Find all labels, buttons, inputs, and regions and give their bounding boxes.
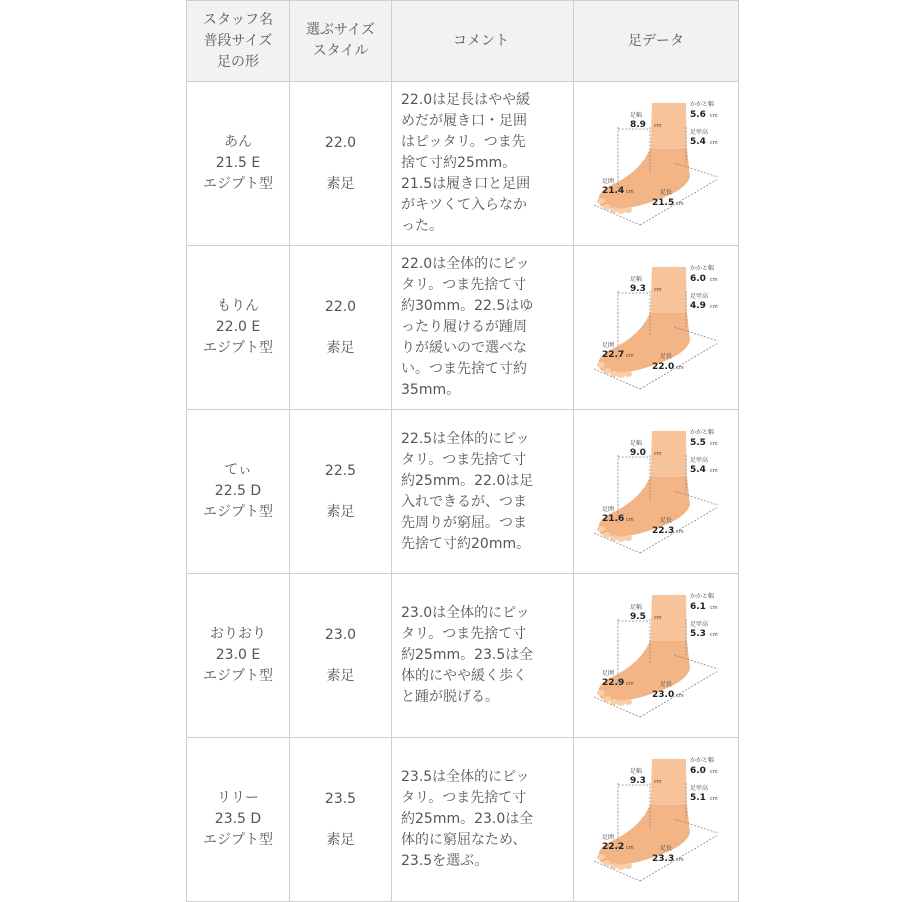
foot-shape: エジプト型 [203, 340, 273, 356]
heel-value: 5.5 [690, 437, 706, 448]
toe-shape [624, 699, 632, 705]
comment-cell [392, 738, 574, 902]
staff-name: あん [224, 134, 252, 150]
girth-unit: cm [626, 188, 634, 195]
girth-label: 足囲 [602, 341, 615, 349]
width-unit: cm [654, 122, 662, 129]
girth-unit: cm [626, 516, 634, 523]
comment-cell [392, 246, 574, 410]
instep-value: 5.4 [690, 464, 706, 475]
heel-unit: cm [710, 440, 718, 447]
usual-size: 23.5 D [214, 811, 262, 827]
girth-unit: cm [626, 680, 634, 687]
heel-unit: cm [710, 276, 718, 283]
width-unit: cm [654, 450, 662, 457]
comment-line: 23.5を選ぶ。 [401, 853, 489, 869]
instep-label: 足甲高 [690, 784, 709, 792]
instep-unit: cm [710, 631, 718, 638]
header-staff-line: スタッフ名 [203, 11, 273, 28]
heel-label: かかと幅 [690, 264, 715, 272]
header-comment [392, 1, 574, 82]
heel-value: 6.0 [690, 765, 706, 776]
comment-line: 22.0は足長はやや緩 [401, 92, 531, 108]
length-value: 22.3 [652, 525, 675, 536]
comment-line: と踵が脱げる。 [401, 689, 499, 705]
comment-line: 22.0は全体的にピッ [401, 256, 530, 272]
comment-cell [392, 410, 574, 574]
comment-line: 捨て寸約25mm。 [401, 155, 517, 171]
comment-line: 先捨て寸約20mm。 [401, 535, 531, 552]
chosen-size: 22.0 [324, 298, 357, 315]
staff-cell [187, 82, 290, 246]
length-value: 21.5 [652, 197, 675, 208]
style-text: 素足 [326, 503, 355, 520]
size-cell [290, 738, 392, 902]
width-unit: cm [654, 614, 662, 621]
size-cell [290, 246, 392, 410]
comment-line: 約25mm。22.0は足 [401, 472, 534, 489]
style-text: 素足 [326, 667, 355, 684]
instep-value: 4.9 [690, 300, 706, 311]
width-value: 9.5 [630, 611, 646, 622]
comment-line: 21.5は履き口と足囲 [401, 176, 531, 192]
chosen-size: 23.5 [324, 790, 357, 807]
foot-shape: エジプト型 [203, 832, 273, 848]
foot-shape: エジプト型 [203, 504, 273, 520]
heel-value: 5.6 [690, 109, 706, 120]
width-value: 9.3 [630, 283, 646, 294]
header-size-line: スタイル [312, 43, 369, 59]
staff-size-table [186, 0, 739, 902]
foot-shape: エジプト型 [203, 668, 273, 684]
comment-line: タリ。つま先捨て寸 [401, 277, 527, 293]
staff-cell [187, 410, 290, 574]
instep-unit: cm [710, 139, 718, 146]
toe-shape [617, 208, 625, 214]
length-label: 足長 [660, 352, 673, 360]
width-value: 9.3 [630, 775, 646, 786]
comment-line: タリ。つま先捨て寸 [401, 451, 527, 468]
comment-line: 先周りが窮屈。つま [401, 514, 527, 531]
length-label: 足長 [660, 188, 673, 196]
instep-value: 5.4 [690, 136, 706, 147]
size-table-container [186, 0, 718, 902]
length-unit: cm [676, 528, 684, 535]
size-cell [290, 82, 392, 246]
girth-value: 22.2 [602, 841, 625, 852]
table-row [187, 82, 739, 246]
usual-size: 21.5 E [215, 155, 261, 171]
length-value: 23.0 [652, 689, 675, 700]
table-row [187, 246, 739, 410]
heel-unit: cm [710, 112, 718, 119]
table-row [187, 738, 739, 902]
toe-shape [597, 526, 605, 532]
toe-shape [597, 854, 605, 860]
girth-value: 21.6 [602, 513, 625, 524]
comment-line: 体的に窮屈なため、 [401, 832, 527, 848]
toe-shape [597, 690, 605, 696]
length-unit: cm [676, 364, 684, 371]
table-header-row [187, 1, 739, 82]
heel-label: かかと幅 [690, 592, 715, 600]
width-label: 足幅 [630, 111, 643, 119]
foot-diagram [590, 425, 722, 555]
style-text: 素足 [326, 831, 355, 848]
foot-diagram [590, 589, 722, 719]
instep-unit: cm [710, 303, 718, 310]
toe-shape [624, 207, 632, 213]
width-label: 足幅 [630, 603, 643, 611]
width-unit: cm [654, 778, 662, 785]
style-text: 素足 [326, 339, 355, 356]
girth-value: 22.9 [602, 677, 625, 688]
staff-cell [187, 738, 290, 902]
staff-cell [187, 574, 290, 738]
comment-line: ったり履けるが踵周 [401, 319, 527, 335]
toe-shape [617, 536, 625, 542]
staff-name: リリー [217, 790, 259, 806]
instep-label: 足甲高 [690, 456, 709, 464]
heel-unit: cm [710, 604, 718, 611]
foot-data-cell [574, 246, 739, 410]
length-unit: cm [676, 692, 684, 699]
toe-shape [617, 372, 625, 378]
foot-diagram [590, 261, 722, 391]
instep-unit: cm [710, 467, 718, 474]
comment-line: 23.5は全体的にピッ [401, 769, 530, 785]
size-cell [290, 574, 392, 738]
girth-label: 足囲 [602, 505, 615, 513]
length-value: 23.3 [652, 853, 675, 864]
usual-size: 22.5 D [214, 483, 262, 499]
foot-data-cell [574, 82, 739, 246]
comment-line: 入れできるが、つま [401, 493, 527, 510]
heel-label: かかと幅 [690, 428, 715, 436]
heel-value: 6.0 [690, 273, 706, 284]
width-unit: cm [654, 286, 662, 293]
comment-cell [392, 574, 574, 738]
header-staff-line: 普段サイズ [203, 32, 273, 49]
size-cell [290, 410, 392, 574]
style-text: 素足 [326, 175, 355, 192]
comment-line: 約25mm。23.5は全 [401, 647, 534, 663]
comment-cell [392, 82, 574, 246]
foot-shape: エジプト型 [203, 176, 273, 192]
chosen-size: 22.0 [324, 134, 357, 151]
girth-value: 21.4 [602, 185, 625, 196]
foot-data-cell [574, 574, 739, 738]
length-unit: cm [676, 200, 684, 207]
comment-line: 23.0は全体的にピッ [401, 605, 530, 621]
toe-shape [597, 198, 605, 204]
toe-shape [624, 371, 632, 377]
comment-line: 体的にやや緩く歩く [401, 668, 527, 684]
staff-name: てぃ [224, 462, 252, 478]
comment-line: 約30mm。22.5はゆ [401, 298, 534, 314]
instep-value: 5.1 [690, 792, 706, 803]
comment-line: タリ。つま先捨て寸 [401, 790, 527, 806]
girth-label: 足囲 [602, 833, 615, 841]
toe-shape [597, 362, 605, 368]
heel-value: 6.1 [690, 601, 706, 612]
foot-diagram [590, 753, 722, 883]
width-label: 足幅 [630, 439, 643, 447]
foot-data-cell [574, 738, 739, 902]
comment-line: い。つま先捨て寸約 [401, 361, 527, 377]
comment-line: りが緩いので選べな [401, 340, 527, 356]
chosen-size: 22.5 [324, 462, 357, 479]
header-foot-data [574, 1, 739, 82]
comment-line: 22.5は全体的にピッ [401, 430, 530, 447]
usual-size: 23.0 E [215, 647, 261, 663]
toe-shape [617, 700, 625, 706]
length-unit: cm [676, 856, 684, 863]
table-row [187, 574, 739, 738]
width-label: 足幅 [630, 275, 643, 283]
toe-shape [624, 863, 632, 869]
header-staff-line: 足の形 [217, 53, 259, 70]
instep-label: 足甲高 [690, 620, 709, 628]
girth-unit: cm [626, 844, 634, 851]
comment-line: 35mm。 [401, 382, 461, 398]
width-value: 9.0 [630, 447, 646, 458]
girth-value: 22.7 [602, 349, 625, 360]
girth-unit: cm [626, 352, 634, 359]
comment-line: めだが履き口・足囲 [401, 113, 527, 129]
staff-name: おりおり [210, 626, 266, 642]
heel-label: かかと幅 [690, 756, 715, 764]
heel-unit: cm [710, 768, 718, 775]
comment-line: がキツくて入らなか [401, 197, 527, 213]
instep-label: 足甲高 [690, 128, 709, 136]
usual-size: 22.0 E [215, 319, 261, 335]
foot-diagram [590, 97, 722, 227]
foot-data-cell [574, 410, 739, 574]
header-size-line: 選ぶサイズ [306, 22, 375, 38]
girth-label: 足囲 [602, 177, 615, 185]
comment-line: はピッタリ。つま先 [401, 134, 526, 150]
instep-label: 足甲高 [690, 292, 709, 300]
comment-line: 約25mm。23.0は全 [401, 811, 534, 827]
width-label: 足幅 [630, 767, 643, 775]
length-label: 足長 [660, 844, 673, 852]
length-label: 足長 [660, 516, 673, 524]
comment-line: タリ。つま先捨て寸 [401, 626, 527, 642]
toe-shape [617, 864, 625, 870]
header-foot-data-line: 足データ [628, 33, 684, 49]
instep-unit: cm [710, 795, 718, 802]
header-size [290, 1, 392, 82]
heel-label: かかと幅 [690, 100, 715, 108]
table-row [187, 410, 739, 574]
staff-name: もりん [217, 298, 259, 314]
staff-cell [187, 246, 290, 410]
header-comment-line: コメント [453, 32, 509, 49]
toe-shape [624, 535, 632, 541]
chosen-size: 23.0 [324, 626, 357, 643]
header-staff [187, 1, 290, 82]
comment-line: った。 [401, 218, 443, 234]
length-value: 22.0 [652, 361, 675, 372]
girth-label: 足囲 [602, 669, 615, 677]
instep-value: 5.3 [690, 628, 706, 639]
width-value: 8.9 [630, 119, 646, 130]
length-label: 足長 [660, 680, 673, 688]
